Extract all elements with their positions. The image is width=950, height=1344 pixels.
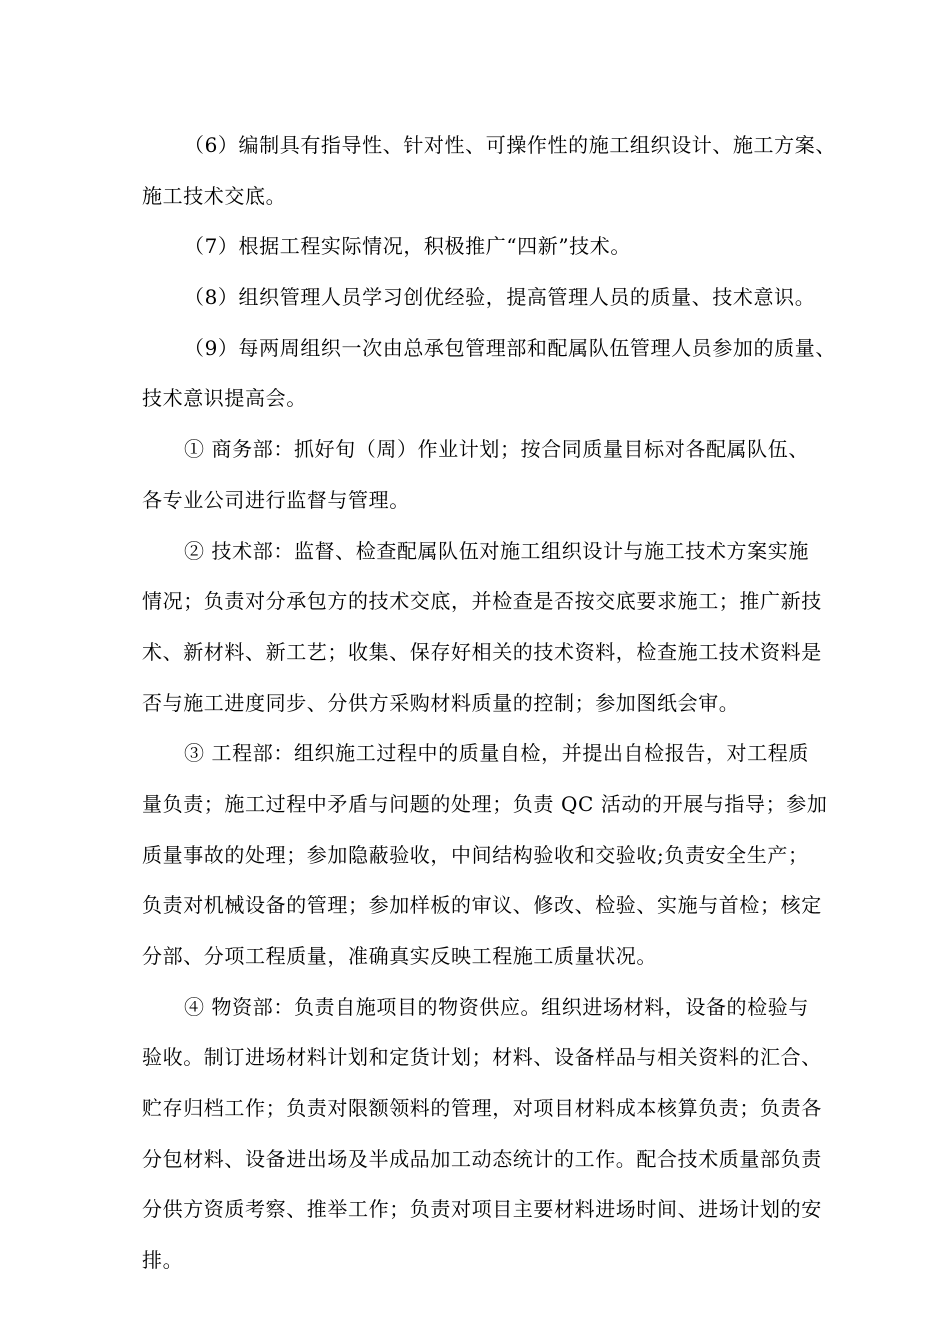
text-line: ② 技术部：监督、检查配属队伍对施工组织设计与施工技术方案实施	[184, 538, 809, 563]
paragraph-dept-technology	[142, 526, 822, 729]
text-line: ④ 物资部：负责自施项目的物资供应。组织进场材料，设备的检验与	[184, 994, 809, 1019]
text-line: 验收。制订进场材料计划和定货计划；材料、设备样品与相关资料的汇合、	[142, 1045, 822, 1070]
paragraph-dept-engineering	[142, 728, 828, 981]
text-line: 质量事故的处理；参加隐蔽验收，中间结构验收和交验收;负责安全生产；	[142, 842, 809, 867]
paragraph-dept-materials	[142, 982, 822, 1286]
text-line: ③ 工程部：组织施工过程中的质量自检，并提出自检报告，对工程质	[184, 741, 809, 766]
text-line: 量负责；施工过程中矛盾与问题的处理；负责 QC 活动的开展与指导；参加	[142, 791, 828, 816]
text-line: 施工技术交底。	[142, 183, 287, 208]
text-line: ① 商务部：抓好旬（周）作业计划；按合同质量目标对各配属队伍、	[184, 437, 809, 462]
paragraph-item-8	[142, 272, 822, 323]
text-line: （7）根据工程实际情况，积极推广“四新”技术。	[184, 234, 631, 259]
paragraph-item-9	[142, 323, 836, 424]
text-line: 排。	[142, 1248, 184, 1273]
text-line: 技术意识提高会。	[142, 386, 307, 411]
text-line: 各专业公司进行监督与管理。	[142, 487, 410, 512]
paragraph-item-7	[142, 221, 822, 272]
document-body	[142, 120, 836, 1286]
text-line: 分包材料、设备进出场及半成品加工动态统计的工作。配合技术质量部负责	[142, 1146, 822, 1171]
text-line: 分部、分项工程质量，准确真实反映工程施工质量状况。	[142, 944, 657, 968]
text-line: 术、新材料、新工艺；收集、保存好相关的技术资料，检查施工技术资料是	[142, 639, 822, 664]
text-line: （9）每两周组织一次由总承包管理部和配属队伍管理人员参加的质量、	[184, 335, 836, 360]
text-line: （6）编制具有指导性、针对性、可操作性的施工组织设计、施工方案、	[184, 133, 836, 157]
text-line: 否与施工进度同步、分供方采购材料质量的控制；参加图纸会审。	[142, 690, 740, 715]
text-line: 分供方资质考察、推举工作；负责对项目主要材料进场时间、进场计划的安	[142, 1197, 822, 1222]
text-line: （8）组织管理人员学习创优经验，提高管理人员的质量、技术意识。	[184, 285, 816, 310]
text-line: 负责对机械设备的管理；参加样板的审议、修改、检验、实施与首检；核定	[142, 893, 822, 918]
text-line: 情况；负责对分承包方的技术交底，并检查是否按交底要求施工；推广新技	[142, 589, 822, 614]
text-line: 贮存归档工作；负责对限额领料的管理，对项目材料成本核算负责；负责各	[142, 1096, 822, 1121]
paragraph-item-6	[142, 120, 836, 221]
paragraph-dept-commerce	[142, 424, 822, 525]
